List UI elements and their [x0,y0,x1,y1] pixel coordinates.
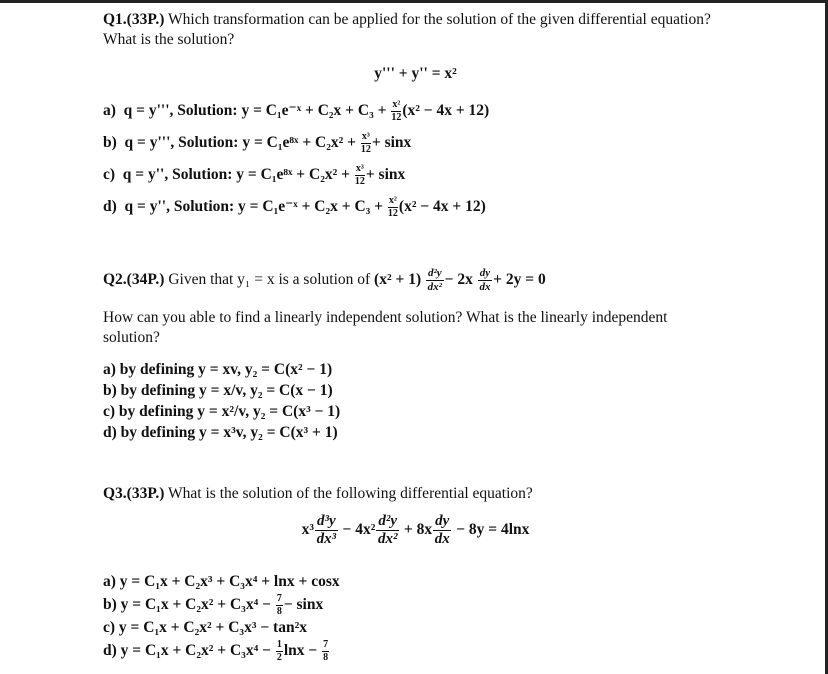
q1-option-b[interactable]: b) q = y''', Solution: y = C₁e⁸ˣ + C₂x² + $\frac{\text{x³}}{12}$ + sinx [103,131,412,155]
q3-option-d[interactable]: d) y = C₁x + C₂x² + C₃x⁴ − $\frac{1}{2}$ lnx − $\frac{7}{8}$ [103,639,329,663]
q1-prompt [103,10,728,50]
q2-option-c[interactable]: c) by defining y = x²/v, y₂ = C(x³ − 1) [103,403,341,420]
q1-option-c[interactable]: c) q = y'', Solution: y = C₁e⁸ˣ + C₂x² + $\frac{\text{x³}}{12}$ + sinx [103,163,406,187]
fraction: $\frac{\text{x²}}{12}$ [391,99,402,123]
fraction: $\frac{\text{d²y}}{\text{dx²}}$ [377,513,398,547]
q2-text: How can you able to find a linearly independent solution? What is the linearly independent solution? [103,309,668,346]
fraction: $\frac{\text{x³}}{12}$ [354,163,365,187]
q1-option-a[interactable]: a) q = y''', Solution: y = C₁e⁻ˣ + C₂x + C₃ + $\frac{\text{x²}}{12}$ (x² − 4x + 12) [103,99,490,123]
q3-option-c[interactable]: c) y = C₁x + C₂x² + C₃x³ − tan²x [103,619,307,636]
q1-text: Which transformation can be applied for the solution of the given differential equation? What is the solution? [103,11,711,48]
q3-text: What is the solution of the following differential equation? [168,485,533,502]
q2-option-b[interactable]: b) by defining y = x/v, y₂ = C(x − 1) [103,382,333,399]
fraction: $\frac{\text{d²y}}{\text{dx²}}$ [427,267,442,293]
q3-option-b[interactable]: b) y = C₁x + C₂x² + C₃x⁴ − $\frac{7}{8}$ − sinx [103,593,324,617]
q2-option-a[interactable]: a) by defining y = xv, y₂ = C(x² − 1) [103,361,333,378]
q3-option-a[interactable]: a) y = C₁x + C₂x³ + C₃x⁴ + lnx + cosx [103,573,340,590]
q3-equation: x³ $\frac{\text{d³y}}{\text{dx³}}$ − 4x² $\frac{\text{d²y}}{\text{dx²}}$ + 8x $\frac{dy}{dx}$ − 8y = 4lnx [301,513,530,547]
fraction: $\frac{dy}{dx}$ [434,513,450,547]
q1-option-d[interactable]: d) q = y'', Solution: y = C₁e⁻ˣ + C₂x + C₃ + $\frac{\text{x²}}{12}$ (x² − 4x + 12) [103,195,486,219]
fraction: $\frac{7}{8}$ [276,593,282,617]
fraction: $\frac{\text{x³}}{12}$ [360,131,371,155]
q2-option-d[interactable]: d) by defining y = x³v, y₂ = C(x³ + 1) [103,424,338,441]
q3-header: Q3.(33P.) [103,485,165,502]
fraction: $\frac{1}{2}$ [276,639,282,663]
frame-top-border [0,0,828,3]
fraction: $\frac{7}{8}$ [323,639,329,663]
q1-equation: y''' + y'' = x² [374,65,457,82]
q2-prompt: Q2.(34P.) Given that y₁ = x is a solution of (x² + 1) $\frac{\text{d²y}}{\text{dx²}}$ − 2x $\frac{dy}{dx}$ + 2y = 0 [103,267,546,293]
fraction: $\frac{dy}{dx}$ [479,267,491,293]
q2-header: Q2.(34P.) [103,271,165,289]
q1-header: Q1.(33P.) [103,11,165,28]
q2-given: Given that y₁ = x is a solution of [168,271,371,289]
fraction: $\frac{\text{d³y}}{\text{dx³}}$ [316,513,337,547]
q3-prompt [103,484,728,504]
fraction: $\frac{\text{x²}}{12}$ [387,195,398,219]
